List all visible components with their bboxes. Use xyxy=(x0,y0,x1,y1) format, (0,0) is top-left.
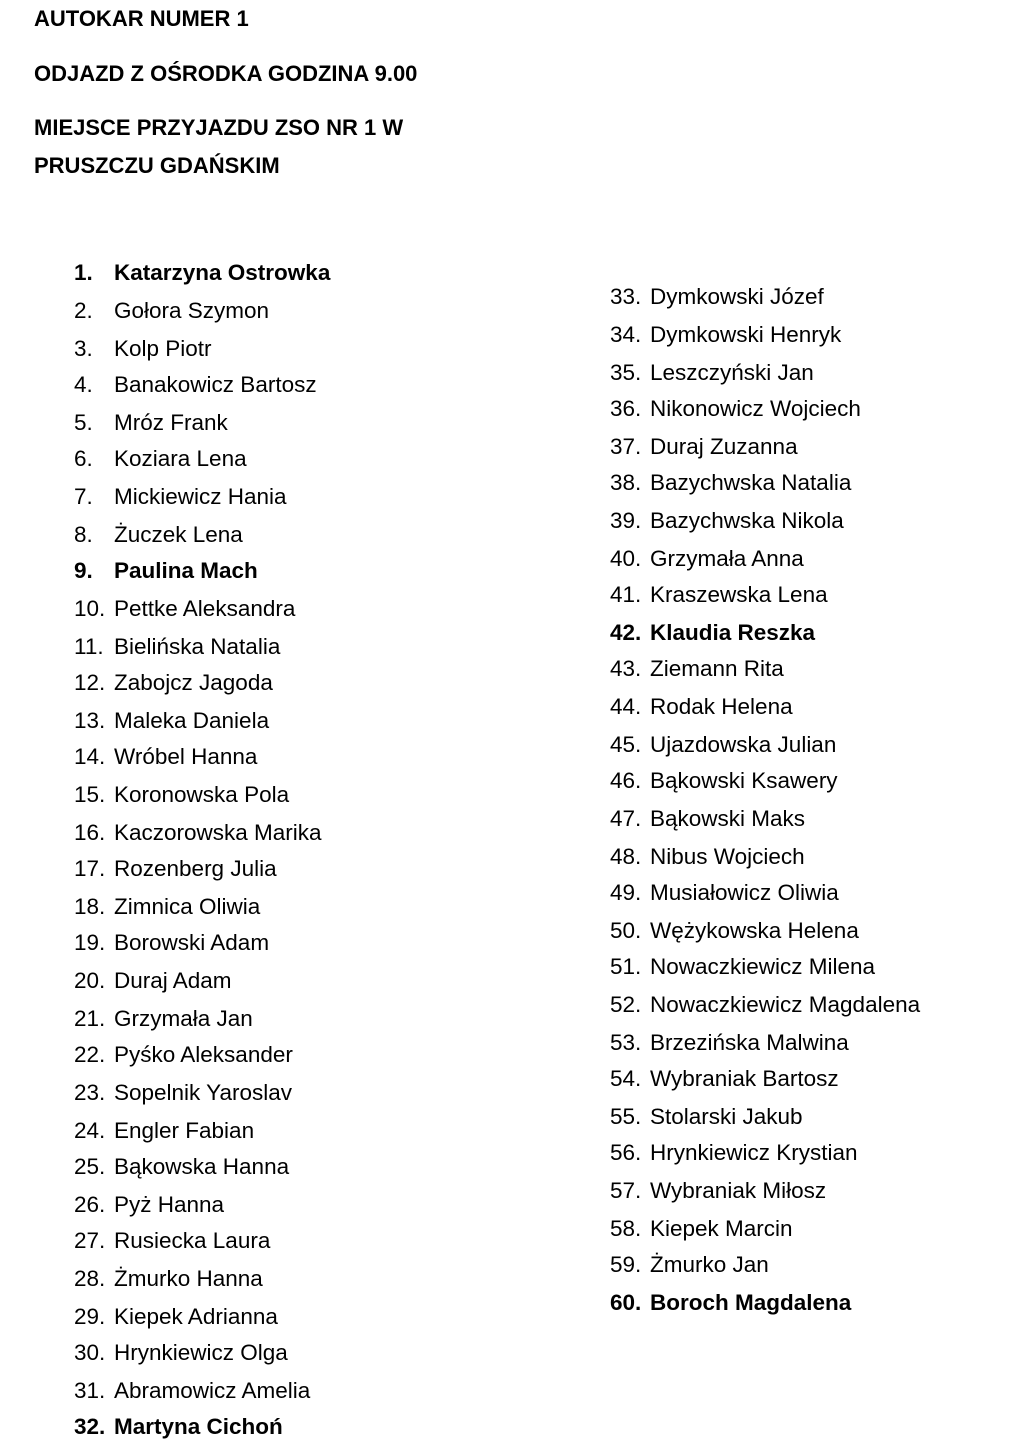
list-item xyxy=(610,690,793,724)
list-item-number: 35. xyxy=(610,360,642,385)
passenger-name: Hrynkiewicz Krystian xyxy=(650,1140,858,1165)
passenger-name: Martyna Cichoń xyxy=(114,1414,283,1439)
list-item xyxy=(610,1136,858,1170)
list-item-number: 15. xyxy=(74,782,106,807)
passenger-name: Dymkowski Józef xyxy=(650,284,824,309)
list-item xyxy=(74,294,269,328)
list-item xyxy=(610,1100,803,1134)
list-item xyxy=(74,740,257,774)
list-item xyxy=(610,950,875,984)
list-item-number: 55. xyxy=(610,1104,642,1129)
passenger-name: Kaczorowska Marika xyxy=(114,820,322,845)
list-item-number: 2. xyxy=(74,298,93,323)
list-item xyxy=(610,764,838,798)
passenger-name: Zimnica Oliwia xyxy=(114,894,261,919)
passenger-name: Grzymała Jan xyxy=(114,1006,253,1031)
passenger-name: Kolp Piotr xyxy=(114,336,212,361)
list-item-number: 5. xyxy=(74,410,93,435)
list-item xyxy=(610,356,814,390)
list-item xyxy=(610,280,824,314)
list-item xyxy=(74,1002,253,1036)
list-item-number: 53. xyxy=(610,1030,642,1055)
list-item-number: 40. xyxy=(610,546,642,571)
list-item-number: 54. xyxy=(610,1066,642,1091)
passenger-name: Banakowicz Bartosz xyxy=(114,372,317,397)
list-item-number: 34. xyxy=(610,322,642,347)
list-item xyxy=(74,1150,289,1184)
passenger-name: Wężykowska Helena xyxy=(650,918,859,943)
list-item-number: 45. xyxy=(610,732,642,757)
list-item-number: 38. xyxy=(610,470,642,495)
passenger-name: Dymkowski Henryk xyxy=(650,322,842,347)
passenger-name: Koronowska Pola xyxy=(114,782,290,807)
list-item xyxy=(74,1076,292,1110)
list-item-number: 4. xyxy=(74,372,93,397)
passenger-name: Duraj Zuzanna xyxy=(650,434,798,459)
list-item xyxy=(74,1336,288,1370)
list-item xyxy=(74,368,317,402)
list-item xyxy=(610,802,805,836)
list-item xyxy=(610,1026,849,1060)
list-item-number: 48. xyxy=(610,844,642,869)
passenger-name: Katarzyna Ostrowka xyxy=(114,260,331,285)
passenger-name: Mickiewicz Hania xyxy=(114,484,287,509)
passenger-name: Maleka Daniela xyxy=(114,708,270,733)
list-item xyxy=(74,554,258,588)
list-item-number: 24. xyxy=(74,1118,106,1143)
list-item-number: 33. xyxy=(610,284,642,309)
list-item xyxy=(610,504,844,538)
passenger-name: Pyśko Aleksander xyxy=(114,1042,293,1067)
passenger-name: Pyż Hanna xyxy=(114,1192,225,1217)
passenger-name: Abramowicz Amelia xyxy=(114,1378,311,1403)
list-item xyxy=(610,1062,839,1096)
passenger-name: Bazychwska Nikola xyxy=(650,508,844,533)
list-item-number: 57. xyxy=(610,1178,642,1203)
passenger-name: Ziemann Rita xyxy=(650,656,784,681)
list-item xyxy=(74,630,280,664)
list-item xyxy=(610,542,804,576)
list-item xyxy=(74,1410,283,1444)
list-item xyxy=(74,518,243,552)
passenger-name: Paulina Mach xyxy=(114,558,258,583)
list-item xyxy=(610,430,798,464)
list-item-number: 60. xyxy=(610,1290,642,1315)
list-item xyxy=(74,480,287,514)
list-item-number: 39. xyxy=(610,508,642,533)
list-item xyxy=(74,1374,310,1408)
list-item xyxy=(74,778,289,812)
list-item-number: 42. xyxy=(610,620,642,645)
list-item-number: 41. xyxy=(610,582,642,607)
list-item xyxy=(74,704,269,738)
list-item xyxy=(74,442,247,476)
list-item xyxy=(610,1286,851,1320)
list-item-number: 52. xyxy=(610,992,642,1017)
passenger-name: Wybraniak Miłosz xyxy=(650,1178,827,1203)
list-item xyxy=(74,332,212,366)
passenger-name: Żmurko Jan xyxy=(650,1252,769,1277)
list-item-number: 11. xyxy=(74,634,104,659)
passenger-name: Nikonowicz Wojciech xyxy=(650,396,861,421)
list-item-number: 50. xyxy=(610,918,642,943)
list-item-number: 46. xyxy=(610,768,642,793)
list-item-number: 58. xyxy=(610,1216,642,1241)
list-item xyxy=(610,876,839,910)
list-item-number: 6. xyxy=(74,446,93,471)
list-item-number: 7. xyxy=(74,484,93,509)
list-item xyxy=(74,926,269,960)
list-item xyxy=(610,988,920,1022)
passenger-name: Bąkowska Hanna xyxy=(114,1154,290,1179)
list-item-number: 18. xyxy=(74,894,106,919)
passenger-name: Gołora Szymon xyxy=(114,298,270,323)
passenger-name: Musiałowicz Oliwia xyxy=(650,880,839,905)
passenger-name: Hrynkiewicz Olga xyxy=(114,1340,288,1365)
list-item xyxy=(74,1224,270,1258)
list-item-number: 3. xyxy=(74,336,93,361)
list-item-number: 59. xyxy=(610,1252,642,1277)
list-item-number: 10. xyxy=(74,596,106,621)
passenger-name: Grzymała Anna xyxy=(650,546,804,571)
passenger-name: Sopelnik Yaroslav xyxy=(114,1080,293,1105)
list-item xyxy=(610,1248,769,1282)
passenger-name: Pettke Aleksandra xyxy=(114,596,296,621)
passenger-name: Mróz Frank xyxy=(114,410,228,435)
list-item-number: 12. xyxy=(74,670,106,695)
list-item-number: 9. xyxy=(74,558,93,583)
passenger-name: Żuczek Lena xyxy=(114,522,243,547)
passenger-name: Borowski Adam xyxy=(114,930,270,955)
passenger-name: Kraszewska Lena xyxy=(650,582,828,607)
passenger-name: Ujazdowska Julian xyxy=(650,732,837,757)
header-bus-number: AUTOKAR NUMER 1 xyxy=(34,6,249,31)
list-item-number: 49. xyxy=(610,880,642,905)
list-item xyxy=(74,852,277,886)
list-item-number: 8. xyxy=(74,522,93,547)
list-item-number: 31. xyxy=(74,1378,106,1403)
passenger-name: Kiepek Marcin xyxy=(650,1216,793,1241)
list-item-number: 23. xyxy=(74,1080,106,1105)
list-item xyxy=(74,592,295,626)
list-item-number: 47. xyxy=(610,806,642,831)
list-item xyxy=(610,728,836,762)
list-item xyxy=(610,466,851,500)
list-item xyxy=(74,1038,293,1072)
list-item-number: 26. xyxy=(74,1192,106,1217)
list-item xyxy=(610,652,784,686)
passenger-name: Koziara Lena xyxy=(114,446,247,471)
passenger-name: Duraj Adam xyxy=(114,968,232,993)
list-item xyxy=(74,256,330,290)
list-item xyxy=(610,914,859,948)
passenger-name: Nowaczkiewicz Milena xyxy=(650,954,876,979)
passenger-name: Klaudia Reszka xyxy=(650,620,816,645)
passenger-name: Boroch Magdalena xyxy=(650,1290,852,1315)
header-departure: ODJAZD Z OŚRODKA GODZINA 9.00 xyxy=(34,61,418,86)
list-item xyxy=(74,964,232,998)
list-item-number: 51. xyxy=(610,954,642,979)
passenger-name: Stolarski Jakub xyxy=(650,1104,803,1129)
list-item xyxy=(74,1300,278,1334)
list-item xyxy=(74,1188,224,1222)
list-item-number: 14. xyxy=(74,744,106,769)
passenger-name: Rozenberg Julia xyxy=(114,856,277,881)
list-item-number: 29. xyxy=(74,1304,106,1329)
passenger-name: Brzezińska Malwina xyxy=(650,1030,849,1055)
header-destination-line2: PRUSZCZU GDAŃSKIM xyxy=(34,153,280,178)
list-item-number: 21. xyxy=(74,1006,106,1031)
list-item-number: 37. xyxy=(610,434,642,459)
list-item-number: 1. xyxy=(74,260,93,285)
list-item xyxy=(610,318,841,352)
list-item xyxy=(74,890,260,924)
passenger-name: Nowaczkiewicz Magdalena xyxy=(650,992,921,1017)
list-item-number: 27. xyxy=(74,1228,106,1253)
list-item xyxy=(610,578,828,612)
list-item xyxy=(610,392,861,426)
list-item-number: 19. xyxy=(74,930,106,955)
list-item-number: 36. xyxy=(610,396,642,421)
list-item-number: 22. xyxy=(74,1042,106,1067)
list-item-number: 56. xyxy=(610,1140,642,1165)
passenger-name: Kiepek Adrianna xyxy=(114,1304,278,1329)
passenger-name: Engler Fabian xyxy=(114,1118,255,1143)
list-item-number: 28. xyxy=(74,1266,106,1291)
list-item-number: 16. xyxy=(74,820,106,845)
list-item-number: 32. xyxy=(74,1414,106,1439)
list-item xyxy=(74,1262,263,1296)
list-item xyxy=(74,1114,254,1148)
list-item xyxy=(74,406,228,440)
passenger-name: Bąkowski Ksawery xyxy=(650,768,838,793)
passenger-name: Nibus Wojciech xyxy=(650,844,805,869)
list-item xyxy=(74,666,273,700)
passenger-name: Zabojcz Jagoda xyxy=(114,670,273,695)
list-item xyxy=(610,840,805,874)
passenger-name: Rodak Helena xyxy=(650,694,793,719)
passenger-name: Bąkowski Maks xyxy=(650,806,806,831)
passenger-name: Bielińska Natalia xyxy=(114,634,281,659)
list-item xyxy=(610,1174,826,1208)
list-item-number: 17. xyxy=(74,856,106,881)
list-item-number: 30. xyxy=(74,1340,106,1365)
list-item xyxy=(74,816,322,850)
list-item-number: 25. xyxy=(74,1154,106,1179)
list-item xyxy=(610,616,815,650)
list-item-number: 44. xyxy=(610,694,642,719)
passenger-name: Wybraniak Bartosz xyxy=(650,1066,839,1091)
passenger-name: Leszczyński Jan xyxy=(650,360,814,385)
passenger-name: Wróbel Hanna xyxy=(114,744,258,769)
list-item-number: 20. xyxy=(74,968,106,993)
passenger-name: Bazychwska Natalia xyxy=(650,470,852,495)
list-item xyxy=(610,1212,793,1246)
list-item-number: 43. xyxy=(610,656,642,681)
list-item-number: 13. xyxy=(74,708,106,733)
passenger-name: Rusiecka Laura xyxy=(114,1228,271,1253)
header-destination-line1: MIEJSCE PRZYJAZDU ZSO NR 1 W xyxy=(34,115,404,140)
passenger-name: Żmurko Hanna xyxy=(114,1266,263,1291)
